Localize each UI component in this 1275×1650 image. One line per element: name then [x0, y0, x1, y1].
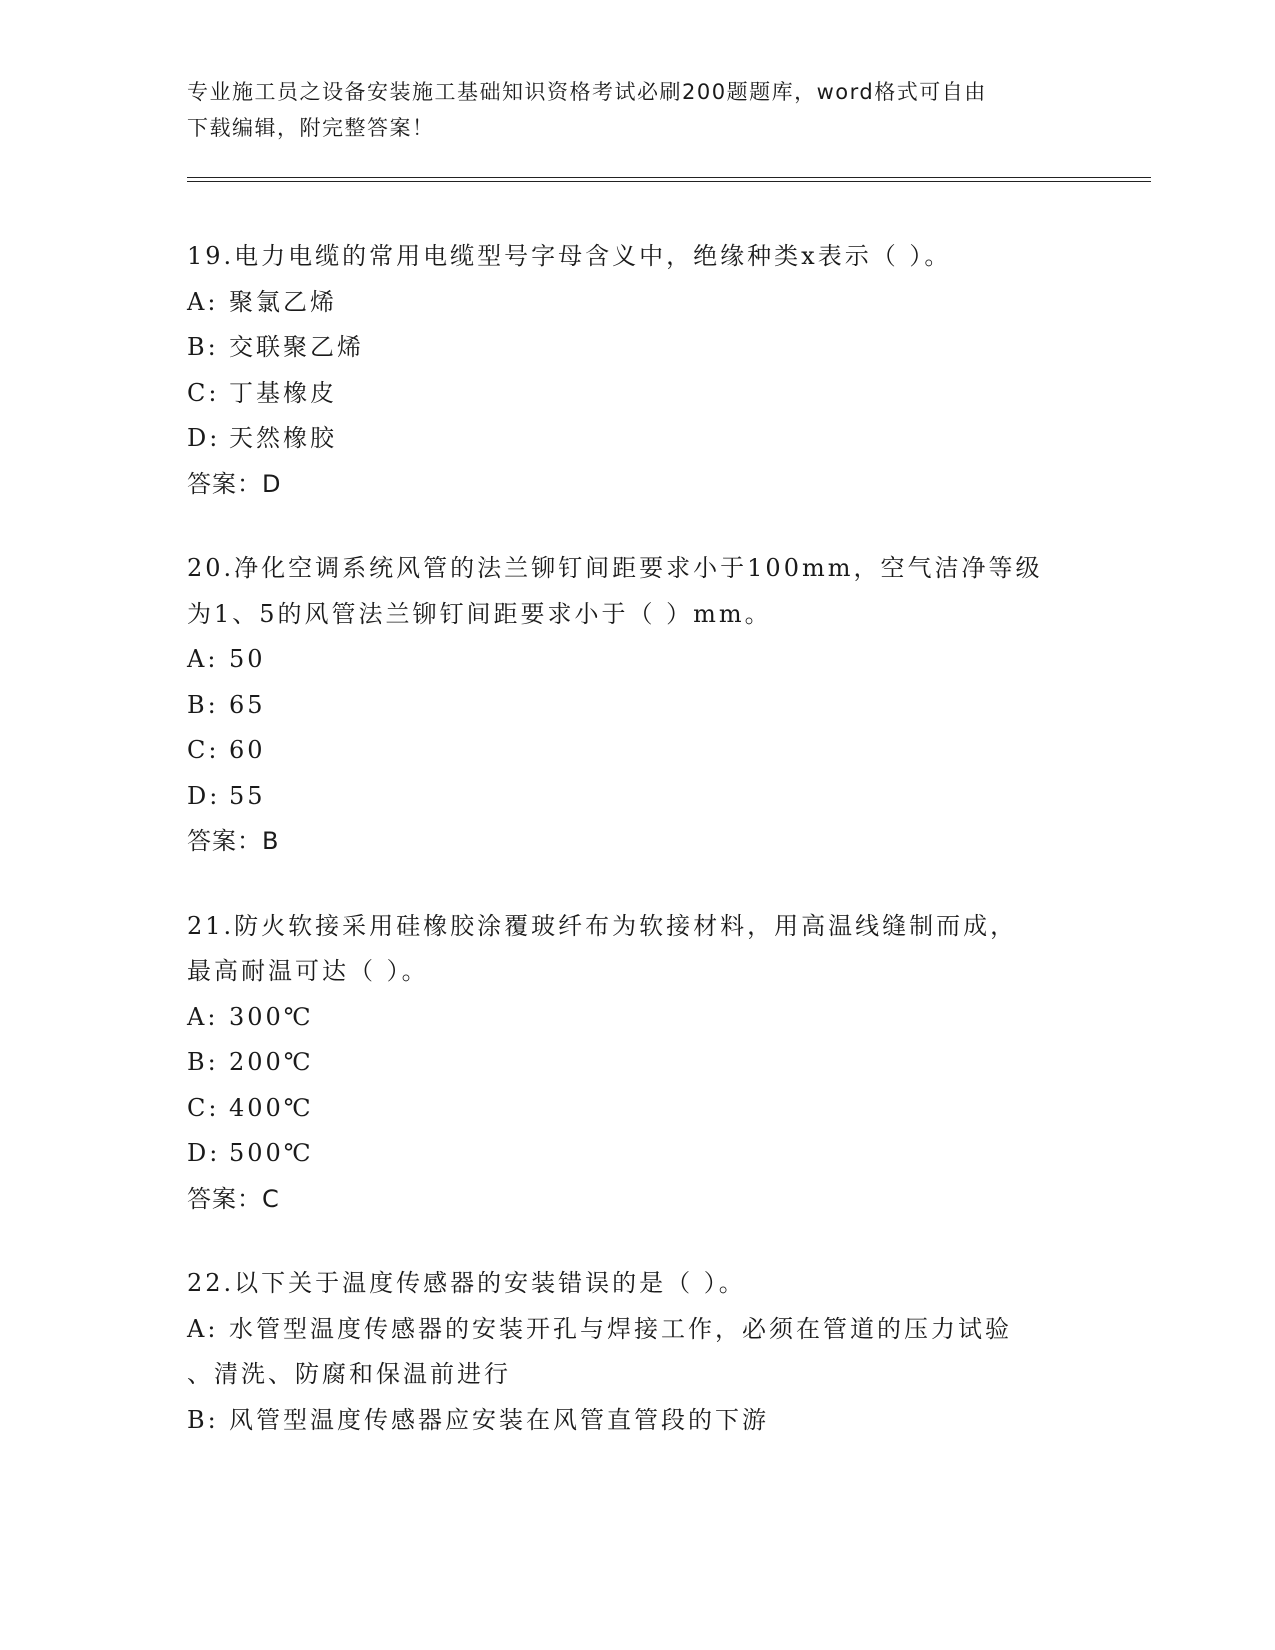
question-stem [187, 234, 1087, 280]
option-key: B: [187, 1048, 219, 1076]
question-22 [187, 1261, 1087, 1443]
header-divider-bottom [187, 181, 1151, 182]
stem-line: 19.电力电缆的常用电缆型号字母含义中，绝缘种类x表示（ ）。 [187, 242, 952, 270]
question-stem [187, 546, 1087, 637]
question-stem [187, 1261, 1087, 1307]
option-key: A: [187, 1314, 219, 1343]
option-c [187, 1086, 1087, 1132]
option-key: D: [187, 1139, 221, 1167]
option-text: 200℃ [229, 1048, 314, 1076]
header-divider-top [187, 177, 1151, 178]
answer-label: 答案：C [187, 1184, 280, 1213]
question-stem [187, 904, 1087, 995]
option-c [187, 371, 1087, 417]
answer-label: 答案：D [187, 469, 282, 498]
option-a [187, 637, 1087, 683]
option-key: B: [187, 690, 219, 719]
header-line-1: 专业施工员之设备安装施工基础知识资格考试必刷200题题库，word格式可自由 [187, 80, 987, 104]
option-a-continuation: 、清洗、防腐和保温前进行 [187, 1360, 511, 1388]
option-key: B: [187, 1405, 219, 1434]
question-20 [187, 546, 1087, 865]
option-c [187, 728, 1087, 774]
option-text: 55 [229, 781, 266, 810]
option-d [187, 1131, 1087, 1177]
stem-line: 为1、5的风管法兰铆钉间距要求小于（ ）mm。 [187, 599, 772, 628]
option-d [187, 774, 1087, 820]
option-key: B: [187, 333, 219, 361]
option-key: C: [187, 378, 220, 407]
option-key: C: [187, 1093, 220, 1122]
header-line-2: 下载编辑，附完整答案！ [187, 116, 435, 140]
document-header [187, 74, 1067, 146]
option-text: 天然橡胶 [229, 424, 337, 452]
option-key: A: [187, 645, 219, 673]
option-a [187, 995, 1087, 1041]
question-list [187, 234, 1087, 1482]
option-b [187, 683, 1087, 729]
option-text: 400℃ [229, 1093, 314, 1122]
option-text: 65 [229, 690, 266, 719]
stem-line: 最高耐温可达（ ）。 [187, 957, 429, 985]
option-text: 60 [229, 736, 266, 764]
option-b [187, 1398, 1087, 1444]
option-key: D: [187, 424, 221, 452]
option-key: A: [187, 287, 219, 316]
option-key: C: [187, 736, 220, 764]
stem-line: 21.防火软接采用硅橡胶涂覆玻纤布为软接材料，用高温线缝制而成， [187, 911, 1018, 940]
option-text: 风管型温度传感器应安装在风管直管段的下游 [229, 1405, 769, 1434]
answer-label: 答案：B [187, 827, 280, 855]
option-key: D: [187, 781, 221, 810]
option-text: 300℃ [229, 1002, 314, 1031]
stem-line: 22.以下关于温度传感器的安装错误的是（ ）。 [187, 1269, 746, 1297]
option-text: 500℃ [229, 1139, 314, 1167]
option-text: 交联聚乙烯 [229, 333, 364, 361]
stem-line: 20.净化空调系统风管的法兰铆钉间距要求小于100mm，空气洁净等级 [187, 554, 1043, 582]
option-b [187, 1040, 1087, 1086]
option-d [187, 416, 1087, 462]
option-a [187, 280, 1087, 326]
option-text: 50 [229, 645, 266, 673]
option-text: 水管型温度传感器的安装开孔与焊接工作，必须在管道的压力试验 [229, 1314, 1012, 1343]
question-19 [187, 234, 1087, 507]
option-text: 聚氯乙烯 [229, 287, 337, 316]
question-21 [187, 904, 1087, 1223]
option-text: 丁基橡皮 [229, 378, 337, 407]
option-key: A: [187, 1002, 219, 1031]
option-a [187, 1307, 1087, 1353]
option-b [187, 325, 1087, 371]
